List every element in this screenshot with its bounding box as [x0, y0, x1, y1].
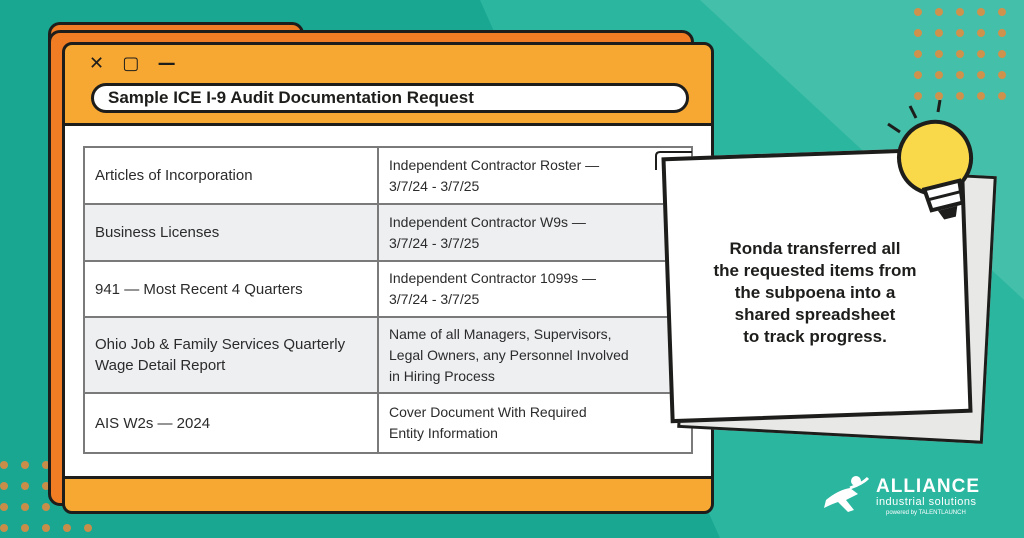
document-window — [62, 42, 714, 514]
table-row — [84, 204, 692, 261]
logo-tagline: industrial solutions — [876, 496, 977, 508]
table-cell: Cover Document With Required Entity Information — [378, 393, 692, 453]
table-cell: Independent Contractor Roster — 3/7/24 - 3/7/25 — [378, 147, 692, 204]
note-corner-bracket — [654, 150, 694, 172]
table-cell: Name of all Managers, Supervisors, Legal Owners, any Personnel Involved in Hiring Process — [378, 317, 692, 393]
note-text: Ronda transferred all the requested items from the subpoena into a shared spreadsheet to track progress. — [713, 239, 917, 346]
table-row — [84, 147, 692, 204]
table-row — [84, 317, 692, 393]
alliance-logo — [820, 470, 1000, 520]
lightbulb-icon — [876, 100, 986, 240]
window-content — [65, 123, 711, 479]
documentation-table — [83, 146, 693, 454]
table-row — [84, 261, 692, 317]
decorative-dots-top-right — [914, 8, 1006, 100]
table-cell: Ohio Job & Family Services Quarterly Wage Detail Report — [84, 317, 378, 393]
window-title: Sample ICE I-9 Audit Documentation Request — [108, 88, 474, 107]
runner-icon — [820, 474, 872, 516]
table-cell: Business Licenses — [84, 204, 378, 261]
table-row — [84, 393, 692, 453]
table-cell: AIS W2s — 2024 — [84, 393, 378, 453]
table-cell: Independent Contractor 1099s — 3/7/24 - 3/7/25 — [378, 261, 692, 317]
logo-name: ALLIANCE — [876, 476, 981, 497]
logo-powered-by: powered by TALENTLAUNCH — [886, 510, 966, 516]
table-cell: 941 — Most Recent 4 Quarters — [84, 261, 378, 317]
title-bar — [91, 83, 689, 113]
table-cell: Independent Contractor W9s — 3/7/24 - 3/7/25 — [378, 204, 692, 261]
table-cell: Articles of Incorporation — [84, 147, 378, 204]
window-controls[interactable]: ✕ ▢ — — [89, 53, 182, 74]
